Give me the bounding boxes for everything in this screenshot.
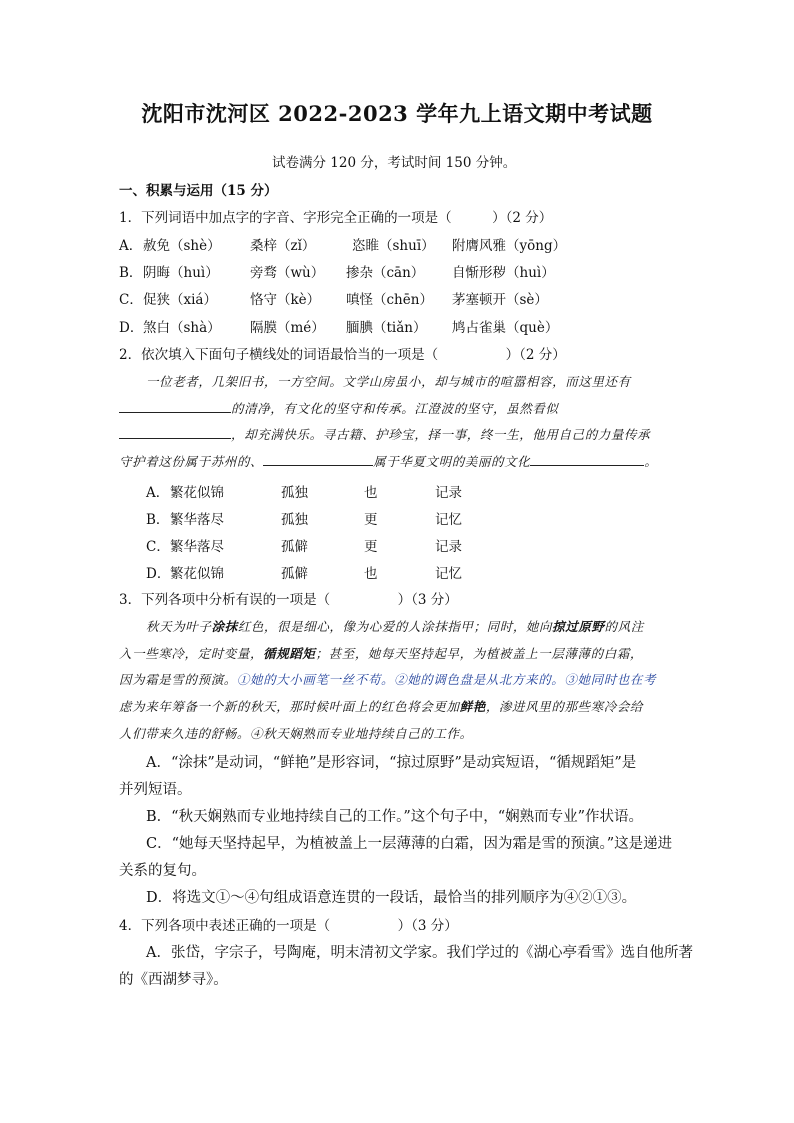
q3-passage-text: ，渗进风里的那些寒冷会给 [485, 699, 644, 714]
q2-option-word: 记忆 [435, 512, 462, 528]
q3-option-b: B．“秋天娴熟而专业地持续自己的工作。”这个句子中，“娴熟而专业”作状语。 [146, 809, 644, 825]
q2-passage-text: 守护着这份属于苏州的、 [119, 454, 264, 469]
q1-option-a-word: 恣睢（shuī） [352, 238, 435, 254]
q1-option-d-word: 隔膜（mé） [250, 320, 325, 336]
q3-passage-keyword: 鲜艳 [459, 699, 486, 714]
q1-option-a-word: 桑梓（zǐ） [250, 238, 316, 254]
fill-blank [530, 451, 644, 466]
q3-passage-text: 秋天为叶子 [146, 619, 212, 634]
page-title: 沈阳市沈河区 2022-2023 学年九上语文期中考试题 [141, 101, 653, 126]
section-heading: 一、积累与运用（15 分） [119, 183, 278, 199]
q2-option-word: 繁花似锦 [170, 485, 224, 501]
q3-passage-numbered-sentences: ①她的大小画笔一丝不苟。②她的调色盘是从北方来的。③她同时也在考 [236, 672, 657, 687]
q1-option-b-word: 掺杂（cān） [346, 265, 425, 281]
q1-option-a-word: 赦免（shè） [143, 238, 221, 254]
q4-option-a-cont: 的《西湖梦寻》。 [119, 972, 228, 988]
q1-option-b-word: 自惭形秽（huì） [452, 265, 555, 281]
q2-passage-text: ，却充满快乐。寻古籍、护珍宝，择一事，终一生，他用自己的力量传承 [231, 427, 651, 442]
q1-option-b-label: B． [119, 265, 143, 281]
q2-option-word: 孤独 [281, 512, 308, 528]
fill-blank [263, 451, 373, 466]
q2-option-word: 孤僻 [281, 539, 308, 555]
q2-option-word: 繁华落尽 [170, 539, 224, 555]
q1-option-d-label: D． [119, 320, 144, 336]
question-1-stem: 1．下列词语中加点字的字音、字形完全正确的一项是（ ）（2 分） [119, 210, 553, 226]
question-3-stem: 3．下列各项中分析有误的一项是（ ）（3 分） [119, 592, 458, 608]
q1-option-c-word: 茅塞顿开（sè） [452, 292, 548, 308]
q2-option-word: 记忆 [435, 566, 462, 582]
exam-info: 试卷满分 120 分，考试时间 150 分钟。 [272, 155, 517, 171]
q3-passage-text: ；甚至，她每天坚持起早，为植被盖上一层薄薄的白霜， [315, 646, 644, 661]
q2-option-word: 记录 [435, 539, 462, 555]
q1-option-a-word: 附膺风雅（yōng） [452, 238, 567, 254]
q2-option-word: 繁华落尽 [170, 512, 224, 528]
q1-option-c-label: C． [119, 292, 143, 308]
q3-passage-text: 入一些寒冷，定时变量， [119, 646, 264, 661]
q1-option-d-word: 煞白（shà） [143, 320, 221, 336]
q3-option-c-cont: 关系的复句。 [119, 863, 206, 879]
q2-option-a-label: A． [146, 485, 170, 501]
q2-option-d-label: D． [146, 566, 171, 582]
q3-passage-text: 的风注 [604, 619, 644, 634]
q2-option-word: 孤独 [281, 485, 308, 501]
q3-passage-text: 人们带来久违的舒畅。④秋天娴熟而专业地持续自己的工作。 [119, 726, 473, 741]
q2-option-c-label: C． [146, 539, 170, 555]
q1-option-b-word: 旁骛（wù） [250, 265, 325, 281]
question-2-stem: 2．依次填入下面句子横线处的词语最恰当的一项是（ ）（2 分） [119, 347, 566, 363]
q1-option-d-word: 腼腆（tiǎn） [346, 320, 427, 336]
q3-passage-keyword: 掠过原野 [552, 619, 605, 634]
q3-option-d: D．将选文①～④句组成语意连贯的一段话，最恰当的排列顺序为④②①③。 [146, 890, 637, 906]
q2-option-b-label: B． [146, 512, 170, 528]
q2-passage-text: 的清净，有文化的坚守和传承。江澄波的坚守，虽然看似 [231, 401, 559, 416]
fill-blank [119, 398, 231, 413]
q1-option-d-word: 鸠占雀巢（què） [452, 320, 559, 336]
q2-option-word: 更 [364, 512, 378, 528]
question-4-stem: 4．下列各项中表述正确的一项是（ ）（3 分） [119, 918, 458, 934]
q3-passage-text: 因为霜是雪的预演。 [119, 672, 237, 687]
q2-passage-line: 一位老者，几架旧书，一方空间。文学山房虽小，却与城市的喧嚣相容，而这里还有 [146, 374, 631, 389]
q3-passage-keyword: 涂抹 [211, 619, 238, 634]
q1-option-c-word: 恪守（kè） [250, 292, 321, 308]
q2-passage-text: 属于华夏文明的美丽的文化 [373, 454, 531, 469]
q2-passage-text: 。 [644, 454, 658, 469]
q3-passage-text: 红色，很是细心，像为心爱的人涂抹指甲；同时，她向 [237, 619, 553, 634]
q2-option-word: 繁花似锦 [170, 566, 224, 582]
q3-passage-keyword: 循规蹈矩 [263, 646, 316, 661]
q2-option-word: 也 [364, 485, 378, 501]
q1-option-c-word: 促狭（xiá） [143, 292, 217, 308]
q3-option-c: C．“她每天坚持起早，为植被盖上一层薄薄的白霜，因为霜是雪的预演。”这是递进 [146, 836, 673, 852]
q2-option-word: 更 [364, 539, 378, 555]
q1-option-a-label: A． [119, 238, 143, 254]
q2-option-word: 也 [364, 566, 378, 582]
q3-option-a: A．“涂抹”是动词，“鲜艳”是形容词，“掠过原野”是动宾短语，“循规蹈矩”是 [146, 755, 637, 771]
q3-passage-text: 虑为来年筹备一个新的秋天，那时候叶面上的红色将会更加 [119, 699, 460, 714]
q1-option-c-word: 嗔怪（chēn） [346, 292, 433, 308]
q4-option-a: A．张岱，字宗子，号陶庵，明末清初文学家。我们学过的《湖心亭看雪》选自他所著 [146, 945, 693, 961]
q2-option-word: 记录 [435, 485, 462, 501]
q1-option-b-word: 阴晦（huì） [143, 265, 219, 281]
q2-option-word: 孤僻 [281, 566, 308, 582]
fill-blank [119, 424, 231, 439]
q3-option-a-cont: 并列短语。 [119, 782, 192, 798]
